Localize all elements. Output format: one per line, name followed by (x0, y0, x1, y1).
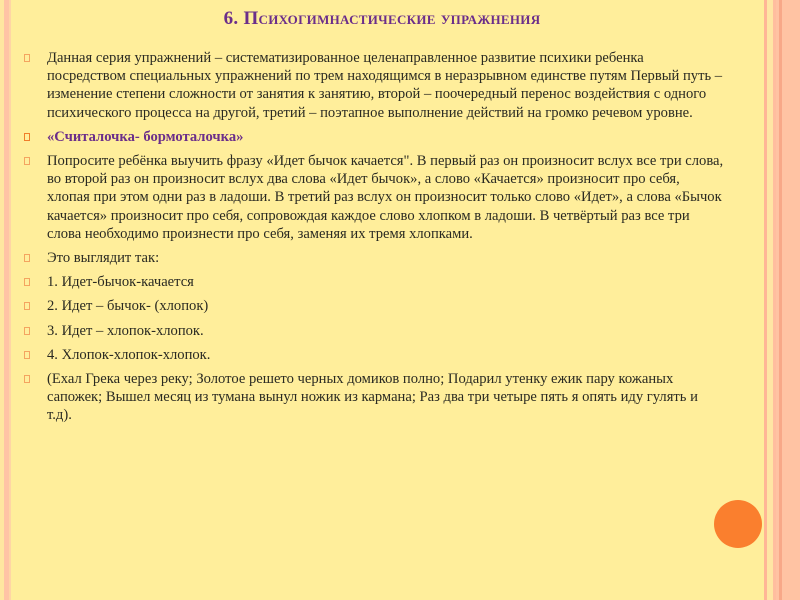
square-bullet-icon (24, 133, 30, 141)
square-bullet-icon (24, 157, 30, 165)
right-border-stripe (773, 0, 776, 600)
list-item-step-3 (24, 322, 724, 340)
item-text: (Ехал Грека через реку; Золотое решето черных домиков полно; Подарил утенку ежик пару кожаных сапожек; Вышел месяц из тумана вынул ножик из кармана; Раз два три четыре пять я опять иду гулять и т.д). (47, 371, 698, 424)
square-bullet-icon (24, 278, 30, 286)
item-text: Попросите ребёнка выучить фразу «Идет бычок качается". В первый раз он произносит вслух все три слова, во второй раз он произносит вслух два слова «Идет бычок», а слово «Качается» произносит про себя, хлопая при этом одни раз в ладоши. В третий раз вслух он произносит только слово «Идет», а слова «Бычок качается» произносит про себя, сопровождая каждое слово хлопком в ладоши. В четвёртый раз все три слова необходимо произнести про себя, заменяя их тремя хлопками. (47, 153, 724, 242)
square-bullet-icon (24, 327, 30, 335)
list-item-intro (24, 49, 724, 122)
list-item-examples (24, 370, 724, 425)
right-border-stripe (779, 0, 782, 600)
list-item-instructions (24, 152, 724, 243)
square-bullet-icon (24, 375, 30, 383)
item-text: 1. Идет-бычок-качается (47, 274, 194, 291)
square-bullet-icon (24, 351, 30, 359)
list-item-step-2 (24, 297, 724, 315)
slide-title: 6. Психогимнастические упражнения (223, 8, 541, 29)
item-text: 2. Идет – бычок- (хлопок) (47, 298, 209, 315)
item-text: 4. Хлопок-хлопок-хлопок. (47, 346, 211, 363)
square-bullet-icon (24, 302, 30, 310)
list-item-step-1 (24, 273, 724, 291)
slide-body (24, 49, 724, 431)
list-item-step-4 (24, 346, 724, 364)
item-text: 3. Идет – хлопок-хлопок. (47, 322, 204, 339)
list-item (24, 249, 724, 267)
list-item-exercise-title (24, 128, 724, 146)
item-text: Это выглядит так: (47, 250, 160, 267)
left-border-stripe (9, 0, 11, 600)
square-bullet-icon (24, 54, 30, 62)
square-bullet-icon (24, 254, 30, 262)
item-text: «Считалочка- бормоталочка» (47, 128, 244, 145)
item-text: Данная серия упражнений – систематизированное целенаправленное развитие психики ребенка посредством специальных упражнений по трем находящимся в неразрывном единстве путям Первый путь – изменение степени сложности от занятия к занятию, второй – поочередный перенос воздействия с одного психического процесса на другой, третий – поэтапное выполнение действий на громко речевом уровне. (47, 50, 723, 121)
orange-circle-decoration (714, 500, 762, 548)
